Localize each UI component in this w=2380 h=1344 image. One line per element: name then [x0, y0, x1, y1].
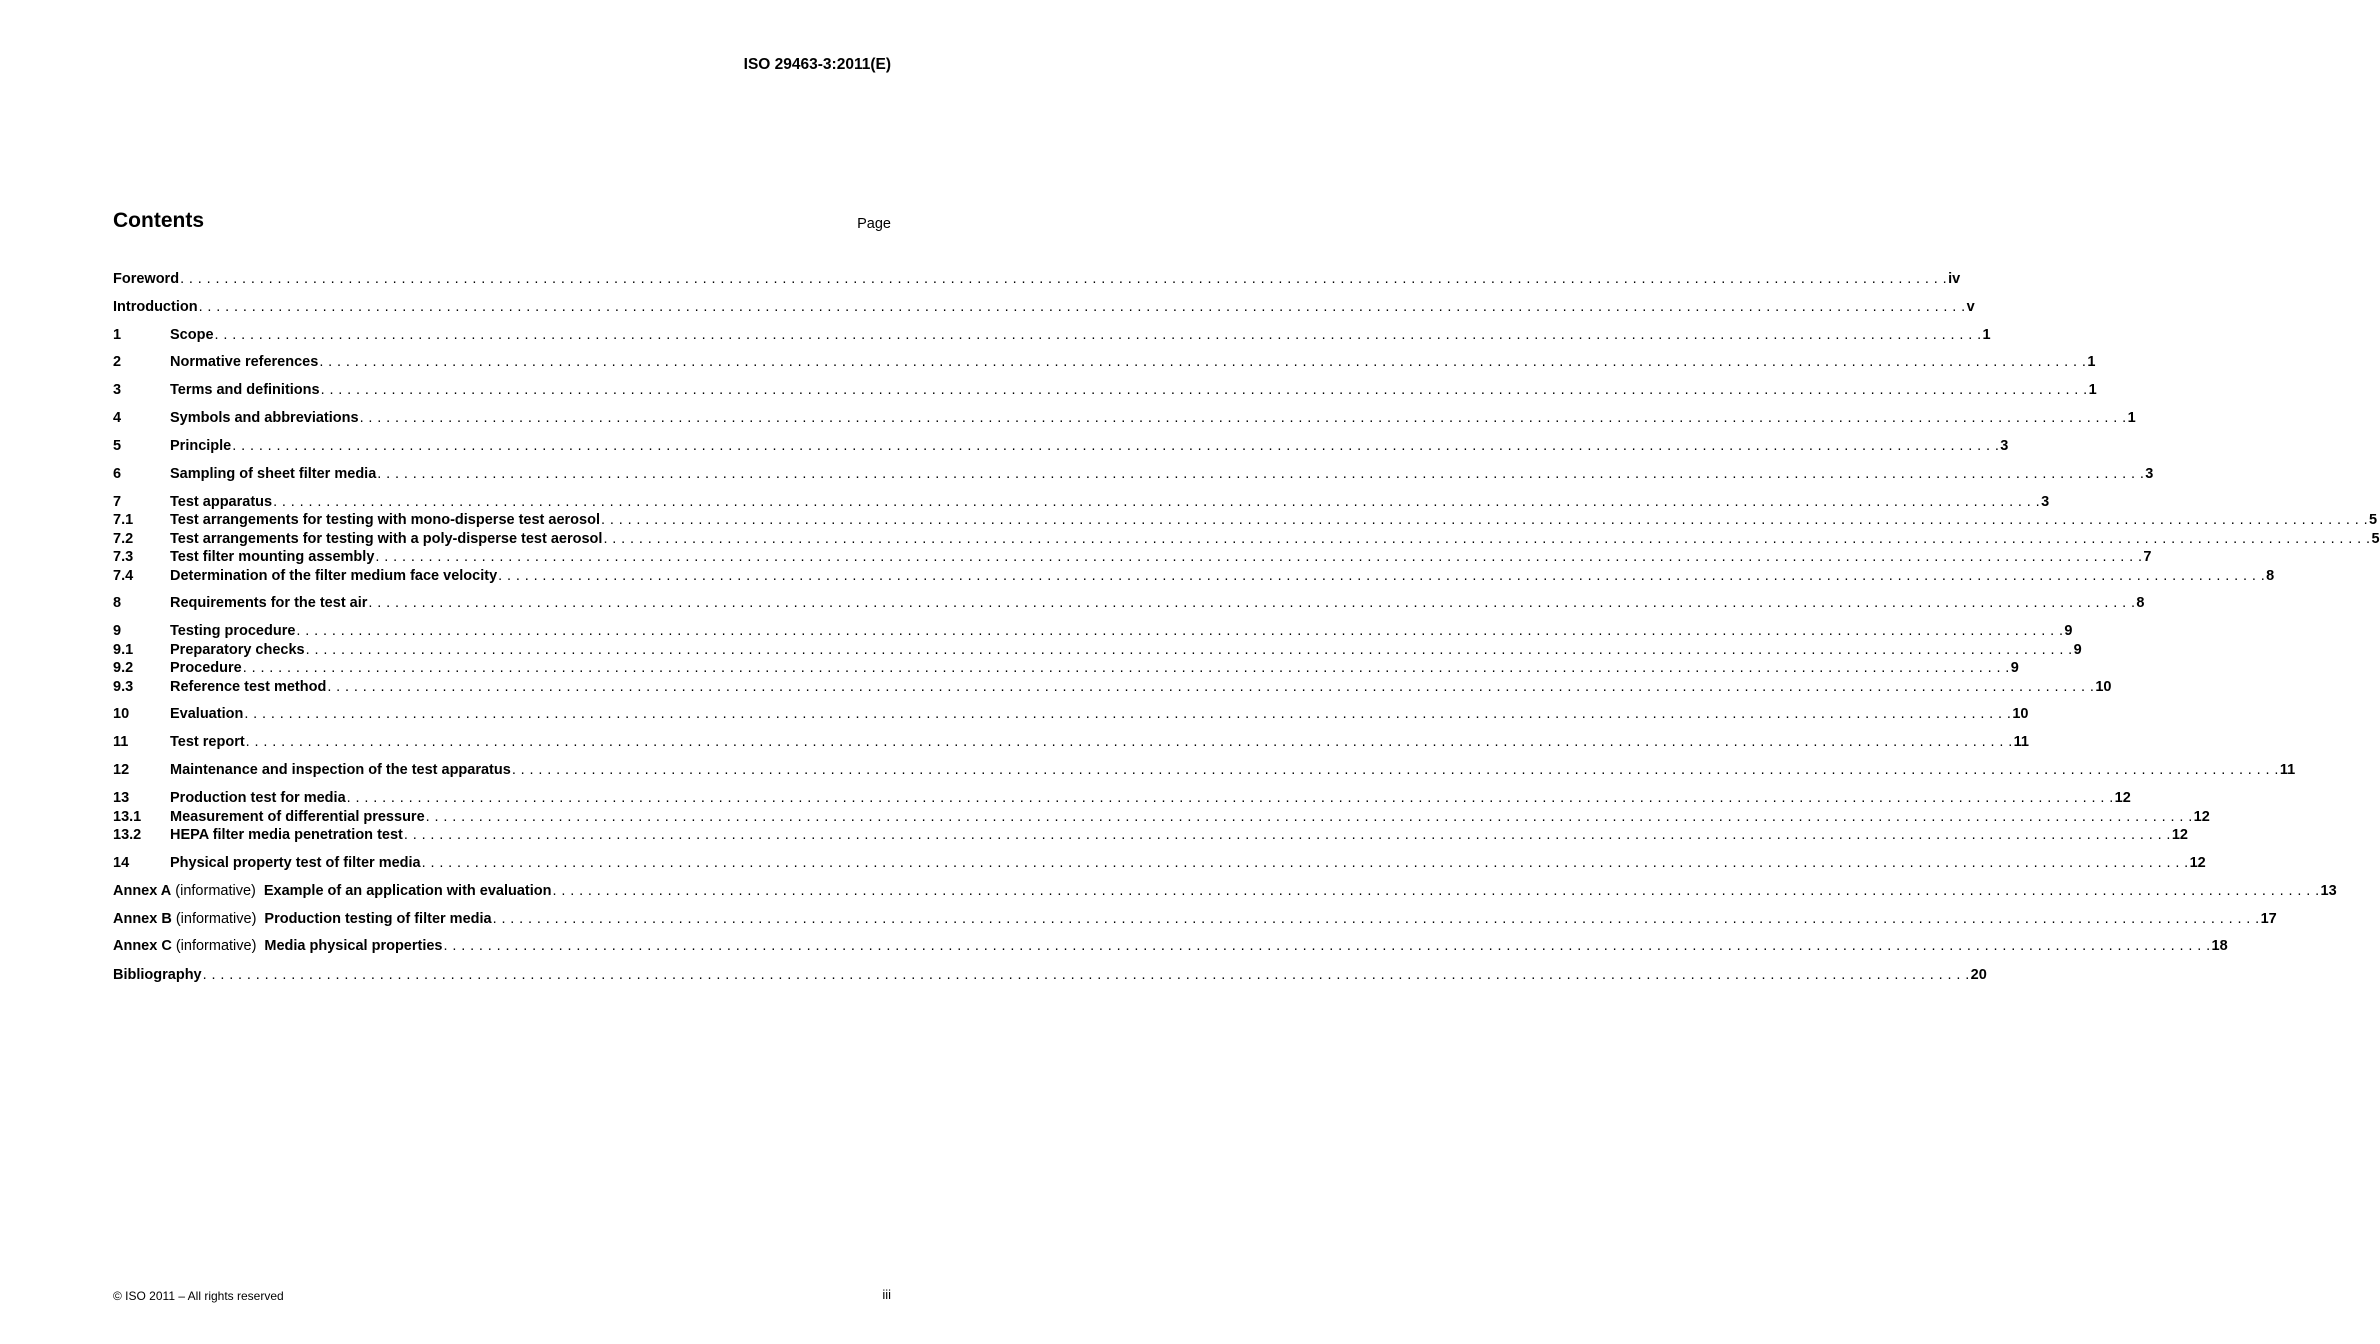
toc-page-number: 10	[2095, 679, 2112, 695]
toc-leader-dots: . . . . . . . . . . . . . . . . . . . . . . . . . . . . . . . . . . . . . . . . . . . . . . . . . . . . . . . . . . . . . . . . . . . . . . . . . . . . . . . . . . . . . . . . . . . . . . . . . . . . . . . . . . . . . . . . . . . . . . . . . . . . . . . . . . . . . . . . . . . . . . . . . . . . . . . . . . . . . . . . . . . . . . . . . . . . . . . . . . . . . . . . . . . . . . . . . . . . . . . .	[180, 271, 1948, 287]
toc-page-number: iv	[1948, 271, 1961, 287]
footer-copyright: © ISO 2011 – All rights reserved	[113, 1289, 284, 1303]
toc-leader-dots: . . . . . . . . . . . . . . . . . . . . . . . . . . . . . . . . . . . . . . . . . . . . . . . . . . . . . . . . . . . . . . . . . . . . . . . . . . . . . . . . . . . . . . . . . . . . . . . . . . . . . . . . . . . . . . . . . . . . . . . . . . . . . . . . . . . . . . . . . . . . . . . . . . . . . . . . . . . . . . . . . . . . . . . . . . . . . . . . . . . . . . . . . . . . . . . . . . . . . . . .	[296, 623, 2064, 639]
toc-title: Testing procedure	[170, 623, 296, 639]
toc-number: 9.3	[113, 679, 134, 695]
toc-number: 13	[113, 790, 130, 806]
toc-title: Bibliography	[113, 967, 202, 983]
toc-title: Test arrangements for testing with a poly-disperse test aerosol	[170, 531, 603, 547]
toc-leader-dots: . . . . . . . . . . . . . . . . . . . . . . . . . . . . . . . . . . . . . . . . . . . . . . . . . . . . . . . . . . . . . . . . . . . . . . . . . . . . . . . . . . . . . . . . . . . . . . . . . . . . . . . . . . . . . . . . . . . . . . . . . . . . . . . . . . . . . . . . . . . . . . . . . . . . . . . . . . . . . . . . . . . . . . . . . . . . . . . . . . . . . . . . . . . . . . . . . . . . . . . .	[498, 568, 2266, 584]
toc-entry[interactable]	[113, 594, 2145, 612]
toc-entry[interactable]	[113, 530, 2380, 548]
toc-entry[interactable]	[113, 511, 2378, 529]
toc-title: HEPA filter media penetration test	[170, 827, 403, 843]
toc-page-number: 13	[2320, 883, 2337, 899]
toc-title: Production test for media	[170, 790, 346, 806]
toc-page-number: 20	[1970, 967, 1987, 983]
toc-title: Requirements for the test air	[170, 595, 368, 611]
toc-page-number: 10	[2012, 706, 2029, 722]
toc-entry[interactable]	[113, 465, 2154, 483]
toc-page-number: 1	[2087, 354, 2096, 370]
annex-label: Annex B	[113, 911, 172, 927]
toc-page-number: 3	[2145, 466, 2154, 482]
toc-page-number: 11	[2279, 762, 2296, 778]
toc-title: Foreword	[113, 271, 180, 287]
toc-title: Scope	[170, 327, 214, 343]
toc-page-number: 5	[2371, 531, 2380, 547]
toc-page-number: 7	[2143, 549, 2152, 565]
toc-leader-dots: . . . . . . . . . . . . . . . . . . . . . . . . . . . . . . . . . . . . . . . . . . . . . . . . . . . . . . . . . . . . . . . . . . . . . . . . . . . . . . . . . . . . . . . . . . . . . . . . . . . . . . . . . . . . . . . . . . . . . . . . . . . . . . . . . . . . . . . . . . . . . . . . . . . . . . . . . . . . . . . . . . . . . . . . . . . . . . . . . . . . . . . . . . . . . . . . . . . . . . . .	[346, 790, 2114, 806]
toc-page-number: 9	[2073, 642, 2082, 658]
toc-number: 14	[113, 855, 130, 871]
toc-page-number: 12	[2193, 809, 2210, 825]
toc-leader-dots: . . . . . . . . . . . . . . . . . . . . . . . . . . . . . . . . . . . . . . . . . . . . . . . . . . . . . . . . . . . . . . . . . . . . . . . . . . . . . . . . . . . . . . . . . . . . . . . . . . . . . . . . . . . . . . . . . . . . . . . . . . . . . . . . . . . . . . . . . . . . . . . . . . . . . . . . . . . . . . . . . . . . . . . . . . . . . . . . . . . . . . . . . . . . . . . . . . . . . . . .	[202, 967, 1970, 983]
toc-page-number: 8	[2266, 568, 2275, 584]
toc-entry[interactable]	[113, 326, 1991, 344]
toc-number: 7.3	[113, 549, 134, 565]
toc-entry[interactable]	[113, 854, 2206, 872]
toc-title: Symbols and abbreviations	[170, 410, 359, 426]
toc-title: Evaluation	[170, 706, 244, 722]
toc-entry[interactable]	[113, 659, 2019, 677]
toc-leader-dots: . . . . . . . . . . . . . . . . . . . . . . . . . . . . . . . . . . . . . . . . . . . . . . . . . . . . . . . . . . . . . . . . . . . . . . . . . . . . . . . . . . . . . . . . . . . . . . . . . . . . . . . . . . . . . . . . . . . . . . . . . . . . . . . . . . . . . . . . . . . . . . . . . . . . . . . . . . . . . . . . . . . . . . . . . . . . . . . . . . . . . . . . . . . . . . . . . . . . . . . .	[375, 549, 2143, 565]
toc-title: Media physical properties	[264, 938, 443, 954]
page-column-label: Page	[857, 216, 891, 232]
toc-number: 1	[113, 327, 122, 343]
toc-leader-dots: . . . . . . . . . . . . . . . . . . . . . . . . . . . . . . . . . . . . . . . . . . . . . . . . . . . . . . . . . . . . . . . . . . . . . . . . . . . . . . . . . . . . . . . . . . . . . . . . . . . . . . . . . . . . . . . . . . . . . . . . . . . . . . . . . . . . . . . . . . . . . . . . . . . . . . . . . . . . . . . . . . . . . . . . . . . . . . . . . . . . . . . . . . . . . . . . . . . . . . . .	[425, 809, 2193, 825]
toc-entry[interactable]	[113, 548, 2152, 566]
toc-entry[interactable]	[113, 733, 2030, 751]
toc-leader-dots: . . . . . . . . . . . . . . . . . . . . . . . . . . . . . . . . . . . . . . . . . . . . . . . . . . . . . . . . . . . . . . . . . . . . . . . . . . . . . . . . . . . . . . . . . . . . . . . . . . . . . . . . . . . . . . . . . . . . . . . . . . . . . . . . . . . . . . . . . . . . . . . . . . . . . . . . . . . . . . . . . . . . . . . . . . . . . . . . . . . . . . . . . . . . . . . . . . . . . . . .	[198, 299, 1966, 315]
toc-title: Principle	[170, 438, 232, 454]
annex-informative: (informative)	[175, 883, 256, 899]
toc-page-number: 5	[2369, 512, 2378, 528]
annex-informative: (informative)	[175, 938, 257, 954]
toc-leader-dots: . . . . . . . . . . . . . . . . . . . . . . . . . . . . . . . . . . . . . . . . . . . . . . . . . . . . . . . . . . . . . . . . . . . . . . . . . . . . . . . . . . . . . . . . . . . . . . . . . . . . . . . . . . . . . . . . . . . . . . . . . . . . . . . . . . . . . . . . . . . . . . . . . . . . . . . . . . . . . . . . . . . . . . . . . . . . . . . . . . . . . . . . . . . . . . . . . . . . . . . .	[403, 827, 2171, 843]
toc-entry[interactable]	[113, 622, 2073, 640]
toc-page-number: 18	[2211, 938, 2228, 954]
toc-page-number: 3	[2041, 494, 2050, 510]
toc-entry[interactable]	[113, 937, 2228, 955]
toc-title: Sampling of sheet filter media	[170, 466, 377, 482]
toc-leader-dots: . . . . . . . . . . . . . . . . . . . . . . . . . . . . . . . . . . . . . . . . . . . . . . . . . . . . . . . . . . . . . . . . . . . . . . . . . . . . . . . . . . . . . . . . . . . . . . . . . . . . . . . . . . . . . . . . . . . . . . . . . . . . . . . . . . . . . . . . . . . . . . . . . . . . . . . . . . . . . . . . . . . . . . . . . . . . . . . . . . . . . . . . . . . . . . . . . . . . . . . .	[327, 679, 2095, 695]
toc-entry[interactable]	[113, 678, 2112, 696]
toc-entry[interactable]	[113, 808, 2210, 826]
toc-number: 7	[113, 494, 122, 510]
toc-number: 7.4	[113, 568, 134, 584]
toc-number: 3	[113, 382, 122, 398]
toc-number: 4	[113, 410, 122, 426]
toc-number: 5	[113, 438, 122, 454]
toc-leader-dots: . . . . . . . . . . . . . . . . . . . . . . . . . . . . . . . . . . . . . . . . . . . . . . . . . . . . . . . . . . . . . . . . . . . . . . . . . . . . . . . . . . . . . . . . . . . . . . . . . . . . . . . . . . . . . . . . . . . . . . . . . . . . . . . . . . . . . . . . . . . . . . . . . . . . . . . . . . . . . . . . . . . . . . . . . . . . . . . . . . . . . . . . . . . . . . . . . . . . . . . .	[492, 911, 2260, 927]
toc-entry[interactable]	[113, 789, 2131, 807]
toc-page-number: 1	[2127, 410, 2136, 426]
toc-entry[interactable]	[113, 705, 2029, 723]
toc-number: 12	[113, 762, 130, 778]
toc-leader-dots: . . . . . . . . . . . . . . . . . . . . . . . . . . . . . . . . . . . . . . . . . . . . . . . . . . . . . . . . . . . . . . . . . . . . . . . . . . . . . . . . . . . . . . . . . . . . . . . . . . . . . . . . . . . . . . . . . . . . . . . . . . . . . . . . . . . . . . . . . . . . . . . . . . . . . . . . . . . . . . . . . . . . . . . . . . . . . . . . . . . . . . . . . . . . . . . . . . . . . . . .	[443, 938, 2211, 954]
toc-title: Physical property test of filter media	[170, 855, 421, 871]
toc-entry[interactable]	[113, 641, 2082, 659]
toc-number: 7.2	[113, 531, 134, 547]
toc-leader-dots: . . . . . . . . . . . . . . . . . . . . . . . . . . . . . . . . . . . . . . . . . . . . . . . . . . . . . . . . . . . . . . . . . . . . . . . . . . . . . . . . . . . . . . . . . . . . . . . . . . . . . . . . . . . . . . . . . . . . . . . . . . . . . . . . . . . . . . . . . . . . . . . . . . . . . . . . . . . . . . . . . . . . . . . . . . . . . . . . . . . . . . . . . . . . . . . . . . . . . . . .	[421, 855, 2189, 871]
toc-page-number: 12	[2114, 790, 2131, 806]
toc-page-number: 12	[2171, 827, 2188, 843]
toc-number: 13.1	[113, 809, 142, 825]
toc-number: 7.1	[113, 512, 134, 528]
toc-title: Production testing of filter media	[264, 911, 492, 927]
toc-number: 9	[113, 623, 122, 639]
toc-leader-dots: . . . . . . . . . . . . . . . . . . . . . . . . . . . . . . . . . . . . . . . . . . . . . . . . . . . . . . . . . . . . . . . . . . . . . . . . . . . . . . . . . . . . . . . . . . . . . . . . . . . . . . . . . . . . . . . . . . . . . . . . . . . . . . . . . . . . . . . . . . . . . . . . . . . . . . . . . . . . . . . . . . . . . . . . . . . . . . . . . . . . . . . . . . . . . . . . . . . . . . . .	[359, 410, 2127, 426]
toc-leader-dots: . . . . . . . . . . . . . . . . . . . . . . . . . . . . . . . . . . . . . . . . . . . . . . . . . . . . . . . . . . . . . . . . . . . . . . . . . . . . . . . . . . . . . . . . . . . . . . . . . . . . . . . . . . . . . . . . . . . . . . . . . . . . . . . . . . . . . . . . . . . . . . . . . . . . . . . . . . . . . . . . . . . . . . . . . . . . . . . . . . . . . . . . . . . . . . . . . . . . . . . .	[603, 531, 2371, 547]
toc-leader-dots: . . . . . . . . . . . . . . . . . . . . . . . . . . . . . . . . . . . . . . . . . . . . . . . . . . . . . . . . . . . . . . . . . . . . . . . . . . . . . . . . . . . . . . . . . . . . . . . . . . . . . . . . . . . . . . . . . . . . . . . . . . . . . . . . . . . . . . . . . . . . . . . . . . . . . . . . . . . . . . . . . . . . . . . . . . . . . . . . . . . . . . . . . . . . . . . . . . . . . . . .	[601, 512, 2368, 528]
toc-page-number: 11	[2013, 734, 2030, 750]
toc-page-number: 17	[2260, 911, 2277, 927]
toc-leader-dots: . . . . . . . . . . . . . . . . . . . . . . . . . . . . . . . . . . . . . . . . . . . . . . . . . . . . . . . . . . . . . . . . . . . . . . . . . . . . . . . . . . . . . . . . . . . . . . . . . . . . . . . . . . . . . . . . . . . . . . . . . . . . . . . . . . . . . . . . . . . . . . . . . . . . . . . . . . . . . . . . . . . . . . . . . . . . . . . . . . . . . . . . . . . . . . . . . . . . . . . .	[368, 595, 2136, 611]
toc-number: 11	[113, 734, 129, 750]
toc-title: Determination of the filter medium face velocity	[170, 568, 498, 584]
toc-leader-dots: . . . . . . . . . . . . . . . . . . . . . . . . . . . . . . . . . . . . . . . . . . . . . . . . . . . . . . . . . . . . . . . . . . . . . . . . . . . . . . . . . . . . . . . . . . . . . . . . . . . . . . . . . . . . . . . . . . . . . . . . . . . . . . . . . . . . . . . . . . . . . . . . . . . . . . . . . . . . . . . . . . . . . . . . . . . . . . . . . . . . . . . . . . . . . . . . . . . . . . . .	[245, 734, 2013, 750]
toc-title: Test arrangements for testing with mono-disperse test aerosol	[170, 512, 600, 528]
toc-leader-dots: . . . . . . . . . . . . . . . . . . . . . . . . . . . . . . . . . . . . . . . . . . . . . . . . . . . . . . . . . . . . . . . . . . . . . . . . . . . . . . . . . . . . . . . . . . . . . . . . . . . . . . . . . . . . . . . . . . . . . . . . . . . . . . . . . . . . . . . . . . . . . . . . . . . . . . . . . . . . . . . . . . . . . . . . . . . . . . . . . . . . . . . . . . . . . . . . . . . . . . . .	[377, 466, 2145, 482]
toc-entry[interactable]	[113, 567, 2275, 585]
document-id: ISO 29463-3:2011(E)	[743, 56, 891, 73]
toc-page-number: 1	[1982, 327, 1991, 343]
toc-entry[interactable]	[113, 409, 2136, 427]
toc-entry[interactable]	[113, 910, 2277, 928]
toc-entry[interactable]	[113, 493, 2050, 511]
toc-leader-dots: . . . . . . . . . . . . . . . . . . . . . . . . . . . . . . . . . . . . . . . . . . . . . . . . . . . . . . . . . . . . . . . . . . . . . . . . . . . . . . . . . . . . . . . . . . . . . . . . . . . . . . . . . . . . . . . . . . . . . . . . . . . . . . . . . . . . . . . . . . . . . . . . . . . . . . . . . . . . . . . . . . . . . . . . . . . . . . . . . . . . . . . . . . . . . . . . . . . . . . . .	[320, 382, 2088, 398]
contents-heading: Contents	[113, 209, 204, 232]
toc-entry[interactable]	[113, 270, 1961, 288]
toc-title: Normative references	[170, 354, 319, 370]
toc-entry[interactable]	[113, 298, 1975, 316]
toc-title: Maintenance and inspection of the test apparatus	[170, 762, 511, 778]
toc-title: Measurement of differential pressure	[170, 809, 425, 825]
toc-leader-dots: . . . . . . . . . . . . . . . . . . . . . . . . . . . . . . . . . . . . . . . . . . . . . . . . . . . . . . . . . . . . . . . . . . . . . . . . . . . . . . . . . . . . . . . . . . . . . . . . . . . . . . . . . . . . . . . . . . . . . . . . . . . . . . . . . . . . . . . . . . . . . . . . . . . . . . . . . . . . . . . . . . . . . . . . . . . . . . . . . . . . . . . . . . . . . . . . . . . . . . . .	[214, 327, 1982, 343]
annex-label: Annex A	[113, 883, 172, 899]
toc-entry[interactable]	[113, 882, 2337, 900]
toc-title: Example of an application with evaluation	[263, 883, 552, 899]
toc-number: 10	[113, 706, 130, 722]
toc-leader-dots: . . . . . . . . . . . . . . . . . . . . . . . . . . . . . . . . . . . . . . . . . . . . . . . . . . . . . . . . . . . . . . . . . . . . . . . . . . . . . . . . . . . . . . . . . . . . . . . . . . . . . . . . . . . . . . . . . . . . . . . . . . . . . . . . . . . . . . . . . . . . . . . . . . . . . . . . . . . . . . . . . . . . . . . . . . . . . . . . . . . . . . . . . . . . . . . . . . . . . . . .	[232, 438, 2000, 454]
toc-title: Terms and definitions	[170, 382, 320, 398]
toc-title: Reference test method	[170, 679, 327, 695]
toc-leader-dots: . . . . . . . . . . . . . . . . . . . . . . . . . . . . . . . . . . . . . . . . . . . . . . . . . . . . . . . . . . . . . . . . . . . . . . . . . . . . . . . . . . . . . . . . . . . . . . . . . . . . . . . . . . . . . . . . . . . . . . . . . . . . . . . . . . . . . . . . . . . . . . . . . . . . . . . . . . . . . . . . . . . . . . . . . . . . . . . . . . . . . . . . . . . . . . . . . . . . . . . .	[319, 354, 2087, 370]
toc-page-number: 9	[2064, 623, 2073, 639]
toc-page-number: 1	[2088, 382, 2097, 398]
toc-title: Introduction	[113, 299, 198, 315]
toc-leader-dots: . . . . . . . . . . . . . . . . . . . . . . . . . . . . . . . . . . . . . . . . . . . . . . . . . . . . . . . . . . . . . . . . . . . . . . . . . . . . . . . . . . . . . . . . . . . . . . . . . . . . . . . . . . . . . . . . . . . . . . . . . . . . . . . . . . . . . . . . . . . . . . . . . . . . . . . . . . . . . . . . . . . . . . . . . . . . . . . . . . . . . . . . . . . . . . . . . . . . . . . .	[244, 706, 2012, 722]
toc-number: 9.2	[113, 660, 134, 676]
toc-entry[interactable]	[113, 353, 2096, 371]
toc-number: 2	[113, 354, 122, 370]
toc-entry[interactable]	[113, 381, 2097, 399]
toc-number: 6	[113, 466, 122, 482]
toc-leader-dots: . . . . . . . . . . . . . . . . . . . . . . . . . . . . . . . . . . . . . . . . . . . . . . . . . . . . . . . . . . . . . . . . . . . . . . . . . . . . . . . . . . . . . . . . . . . . . . . . . . . . . . . . . . . . . . . . . . . . . . . . . . . . . . . . . . . . . . . . . . . . . . . . . . . . . . . . . . . . . . . . . . . . . . . . . . . . . . . . . . . . . . . . . . . . . . . . . . . . . . . .	[552, 883, 2320, 899]
toc-page-number: 9	[2010, 660, 2019, 676]
toc-entry[interactable]	[113, 761, 2296, 779]
toc-page-number: v	[1966, 299, 1975, 315]
toc-title: Test apparatus	[170, 494, 273, 510]
toc-leader-dots: . . . . . . . . . . . . . . . . . . . . . . . . . . . . . . . . . . . . . . . . . . . . . . . . . . . . . . . . . . . . . . . . . . . . . . . . . . . . . . . . . . . . . . . . . . . . . . . . . . . . . . . . . . . . . . . . . . . . . . . . . . . . . . . . . . . . . . . . . . . . . . . . . . . . . . . . . . . . . . . . . . . . . . . . . . . . . . . . . . . . . . . . . . . . . . . . . . . . . . . .	[305, 642, 2073, 658]
toc-number: 8	[113, 595, 122, 611]
annex-informative: (informative)	[175, 911, 257, 927]
toc-title: Test filter mounting assembly	[170, 549, 375, 565]
footer-page-number: iii	[882, 1287, 891, 1302]
annex-label: Annex C	[113, 938, 172, 954]
toc-leader-dots: . . . . . . . . . . . . . . . . . . . . . . . . . . . . . . . . . . . . . . . . . . . . . . . . . . . . . . . . . . . . . . . . . . . . . . . . . . . . . . . . . . . . . . . . . . . . . . . . . . . . . . . . . . . . . . . . . . . . . . . . . . . . . . . . . . . . . . . . . . . . . . . . . . . . . . . . . . . . . . . . . . . . . . . . . . . . . . . . . . . . . . . . . . . . . . . . . . . . . . . .	[273, 494, 2041, 510]
toc-number: 9.1	[113, 642, 134, 658]
toc-leader-dots: . . . . . . . . . . . . . . . . . . . . . . . . . . . . . . . . . . . . . . . . . . . . . . . . . . . . . . . . . . . . . . . . . . . . . . . . . . . . . . . . . . . . . . . . . . . . . . . . . . . . . . . . . . . . . . . . . . . . . . . . . . . . . . . . . . . . . . . . . . . . . . . . . . . . . . . . . . . . . . . . . . . . . . . . . . . . . . . . . . . . . . . . . . . . . . . . . . . . . . . .	[511, 762, 2279, 778]
toc-number: 13.2	[113, 827, 142, 843]
toc-page-number: 8	[2136, 595, 2145, 611]
toc-entry[interactable]	[113, 826, 2188, 844]
toc-page-number: 3	[2000, 438, 2009, 454]
toc-title: Procedure	[170, 660, 242, 676]
toc-entry[interactable]	[113, 437, 2009, 455]
toc-title: Preparatory checks	[170, 642, 305, 658]
toc-leader-dots: . . . . . . . . . . . . . . . . . . . . . . . . . . . . . . . . . . . . . . . . . . . . . . . . . . . . . . . . . . . . . . . . . . . . . . . . . . . . . . . . . . . . . . . . . . . . . . . . . . . . . . . . . . . . . . . . . . . . . . . . . . . . . . . . . . . . . . . . . . . . . . . . . . . . . . . . . . . . . . . . . . . . . . . . . . . . . . . . . . . . . . . . . . . . . . . . . . . . . . . .	[242, 660, 2010, 676]
toc-page-number: 12	[2189, 855, 2206, 871]
toc-entry[interactable]	[113, 966, 1987, 984]
toc-title: Test report	[170, 734, 245, 750]
